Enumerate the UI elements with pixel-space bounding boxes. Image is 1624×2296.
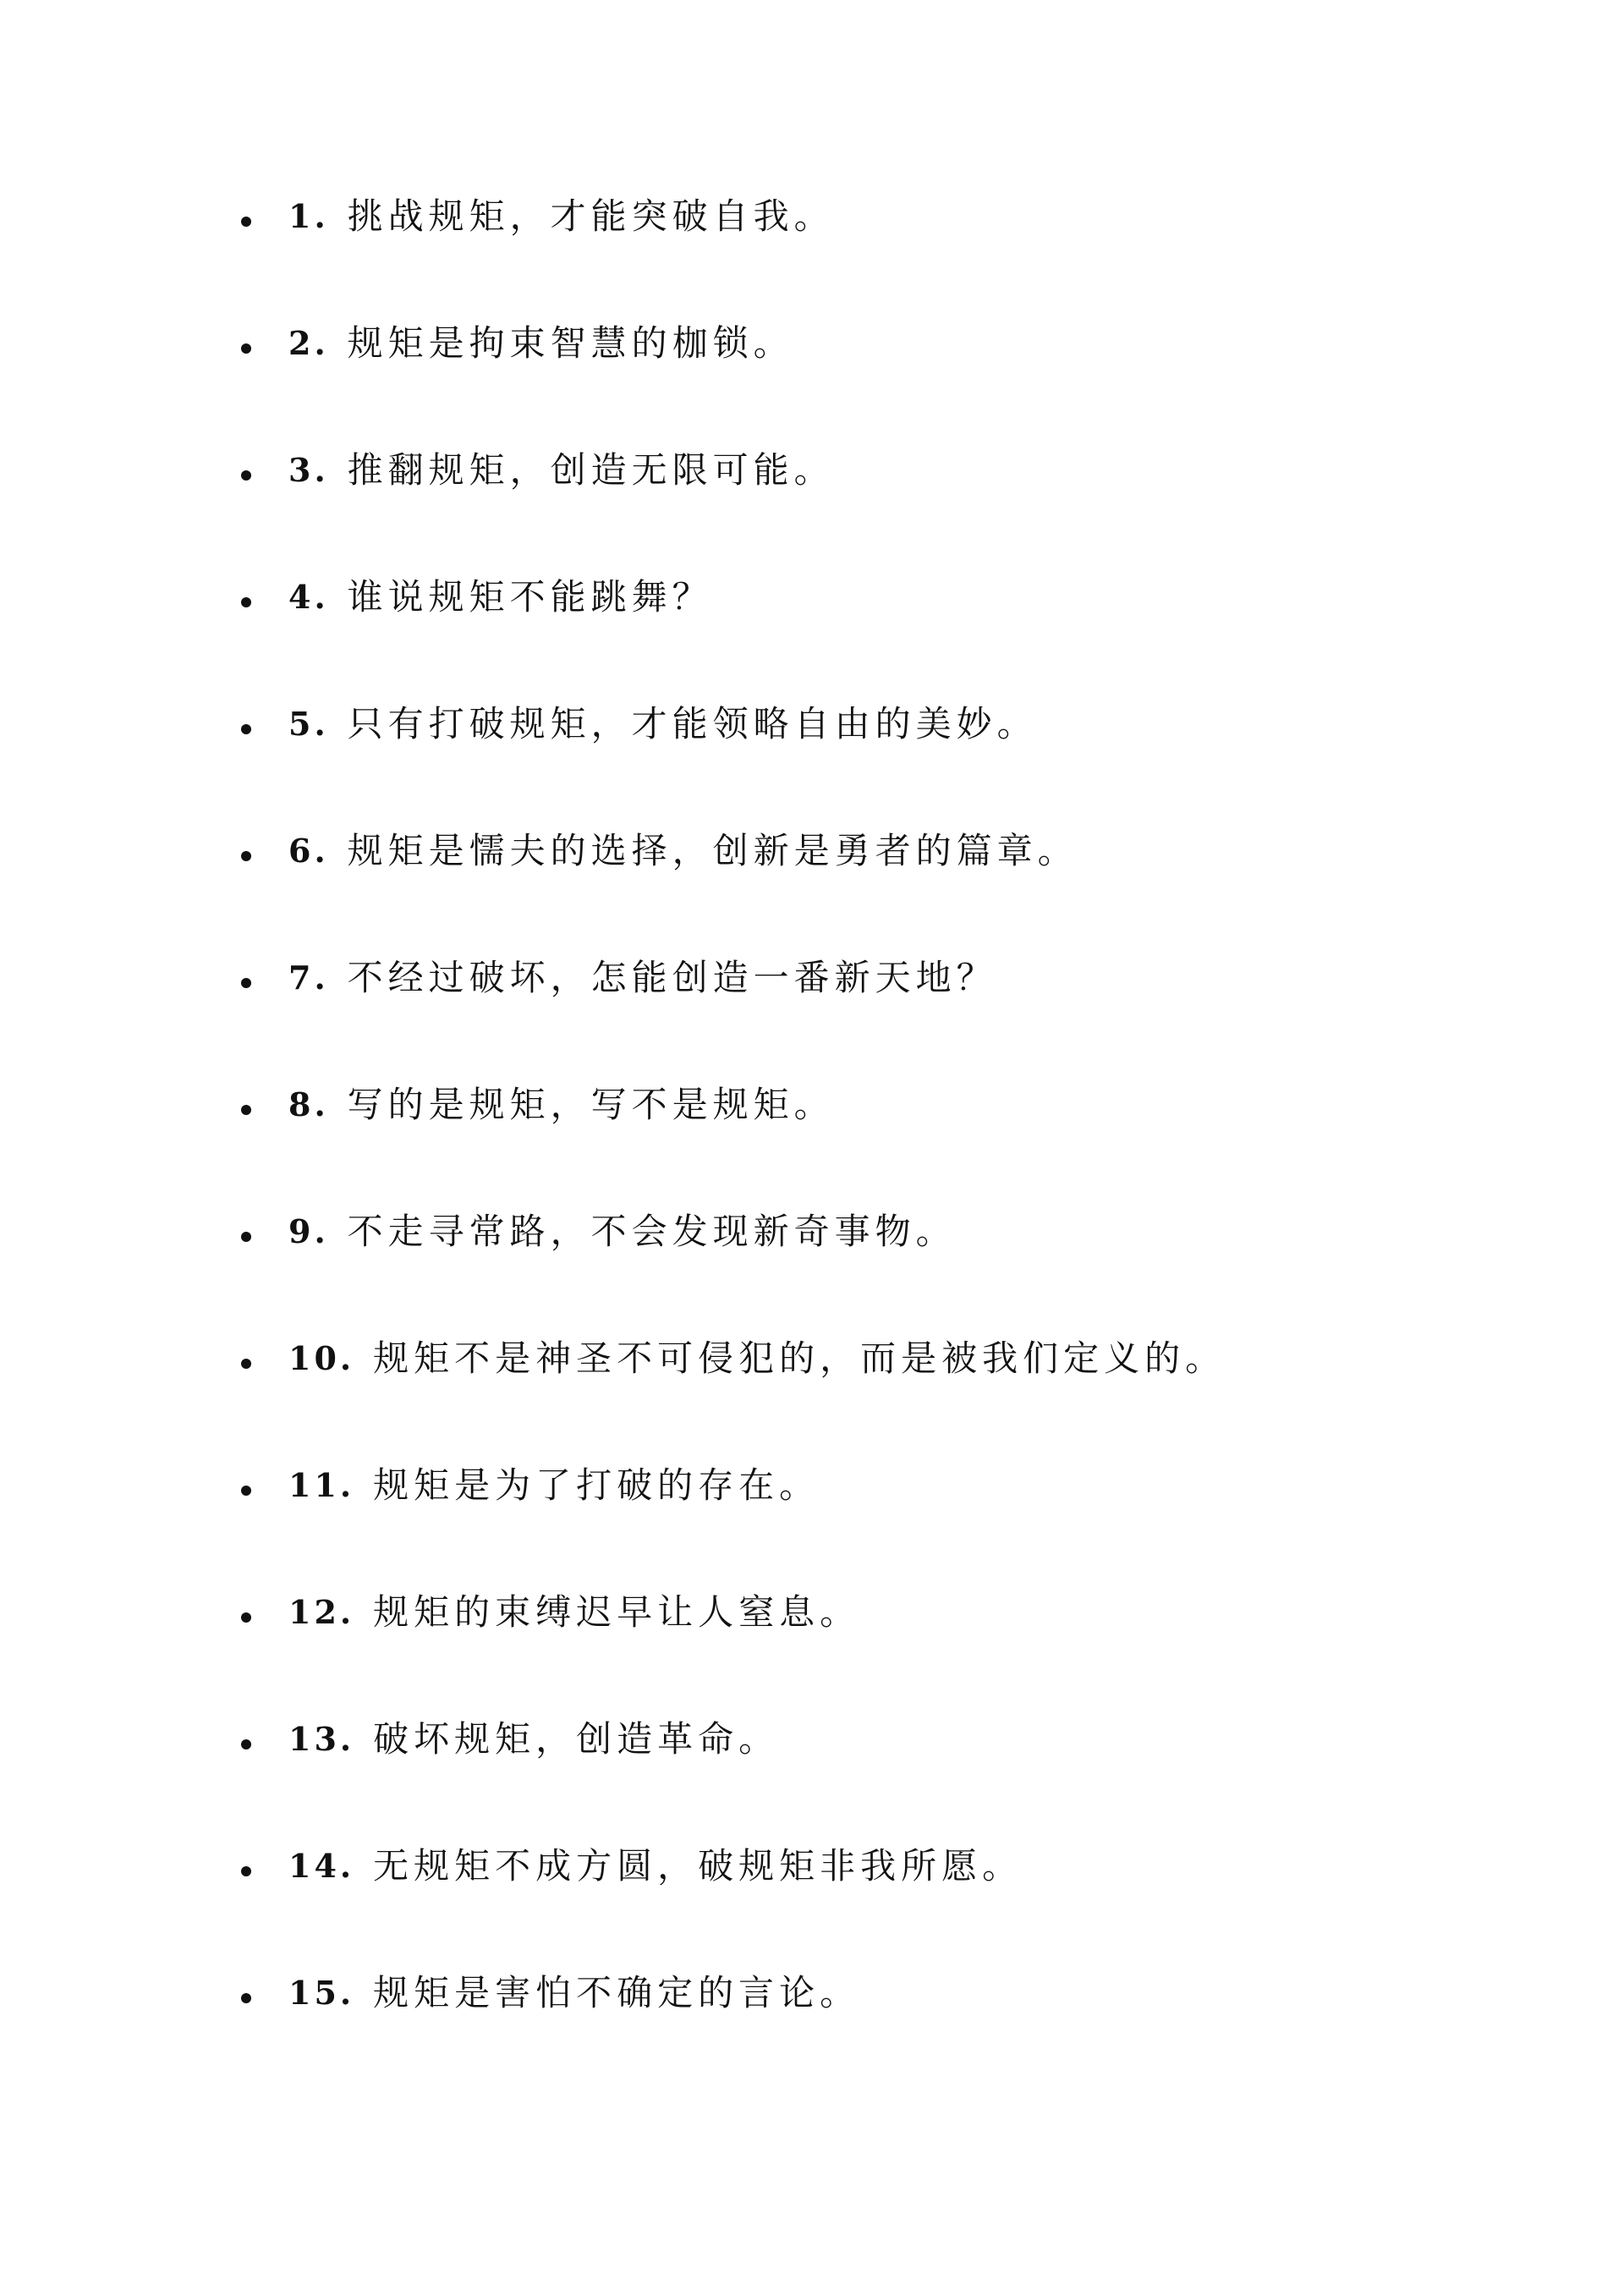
- item-text: 无规矩不成方圆，破规矩非我所愿。: [373, 1845, 1023, 1887]
- bullet-icon: [241, 1739, 251, 1749]
- bullet-icon: [241, 851, 251, 861]
- bullet-icon: [241, 470, 251, 481]
- item-text: 规矩的束缚迟早让人窒息。: [373, 1591, 861, 1633]
- list-item: [241, 1460, 1226, 1587]
- item-number: 8.: [288, 1085, 329, 1123]
- item-text: 规矩是拘束智慧的枷锁。: [347, 322, 794, 364]
- item-number: 5.: [288, 705, 329, 743]
- list-item: [241, 1587, 1226, 1714]
- item-number: 4.: [288, 578, 329, 616]
- item-number: 3.: [288, 451, 329, 489]
- item-number: 9.: [288, 1212, 329, 1250]
- list-item: [241, 1079, 1226, 1206]
- bullet-icon: [241, 1359, 251, 1369]
- list-item: [241, 1968, 1226, 2095]
- list-item: [241, 318, 1226, 445]
- item-text: 规矩是害怕不确定的言论。: [373, 1972, 861, 2013]
- bullet-icon: [241, 1612, 251, 1623]
- bullet-icon: [241, 1866, 251, 1876]
- item-number: 13.: [288, 1720, 355, 1758]
- item-text: 只有打破规矩，才能领略自由的美妙。: [347, 703, 1038, 744]
- item-text: 规矩不是神圣不可侵犯的，而是被我们定义的。: [373, 1338, 1226, 1379]
- list-item: [241, 826, 1226, 953]
- item-text: 规矩是懦夫的选择，创新是勇者的篇章。: [347, 830, 1078, 871]
- bullet-icon: [241, 1486, 251, 1496]
- item-number: 7.: [288, 958, 329, 997]
- item-number: 14.: [288, 1847, 355, 1885]
- bullet-icon: [241, 978, 251, 988]
- bullet-icon: [241, 1232, 251, 1242]
- item-number: 6.: [288, 832, 329, 870]
- item-text: 写的是规矩，写不是规矩。: [347, 1084, 835, 1125]
- item-number: 12.: [288, 1593, 355, 1631]
- item-number: 10.: [288, 1339, 355, 1377]
- item-number: 2.: [288, 324, 329, 362]
- item-text: 破坏规矩，创造革命。: [373, 1718, 780, 1760]
- bullet-icon: [241, 343, 251, 354]
- bullet-icon: [241, 724, 251, 734]
- list-item: [241, 1333, 1226, 1460]
- item-text: 不走寻常路，不会发现新奇事物。: [347, 1211, 957, 1252]
- item-number: 1.: [288, 197, 329, 235]
- list-item: [241, 1714, 1226, 1841]
- list-item: [241, 445, 1226, 572]
- item-text: 规矩是为了打破的存在。: [373, 1464, 820, 1506]
- item-number: 11.: [288, 1466, 355, 1504]
- list-item: [241, 953, 1226, 1079]
- bullet-icon: [241, 217, 251, 227]
- bullet-icon: [241, 1993, 251, 2003]
- list-item: [241, 1206, 1226, 1333]
- list-item: [241, 191, 1226, 318]
- item-number: 15.: [288, 1974, 355, 2012]
- bullet-icon: [241, 1105, 251, 1115]
- item-text: 挑战规矩，才能突破自我。: [347, 195, 835, 237]
- item-text: 谁说规矩不能跳舞？: [347, 576, 713, 618]
- item-text: 不经过破坏，怎能创造一番新天地？: [347, 957, 997, 998]
- item-text: 推翻规矩，创造无限可能。: [347, 449, 835, 491]
- list-item: [241, 572, 1226, 699]
- list-item: [241, 699, 1226, 826]
- list-item: [241, 1841, 1226, 1968]
- quote-list: [241, 191, 1226, 2095]
- bullet-icon: [241, 597, 251, 607]
